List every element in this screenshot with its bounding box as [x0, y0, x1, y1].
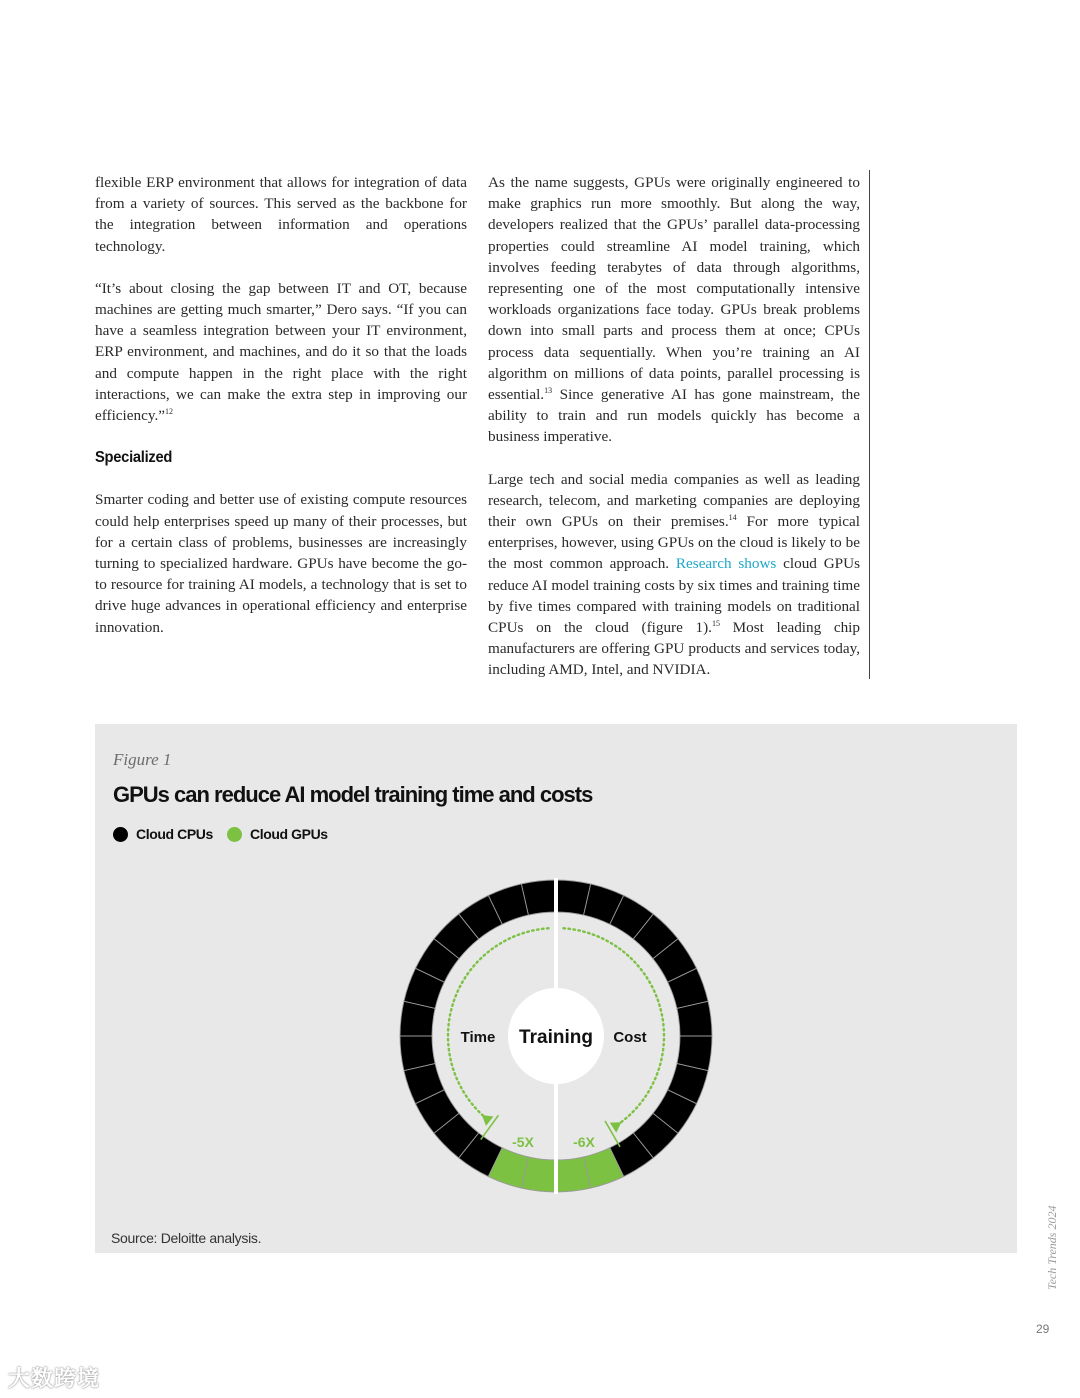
paragraph-text: Large tech and social media companies as well as leading research, telecom, and marketing companies are deploying their own GPUs on their premises. — [488, 470, 860, 531]
footnote-ref[interactable]: 15 — [711, 619, 720, 628]
legend-item-gpu — [227, 826, 328, 842]
footnote-ref[interactable]: 13 — [544, 385, 553, 395]
publication-tag: Tech Trends 2024 — [1045, 1205, 1059, 1290]
footnote-ref[interactable]: 14 — [728, 512, 737, 522]
section-heading: Specialized — [95, 449, 173, 467]
research-shows-link[interactable]: Research shows — [675, 555, 777, 573]
reduction-label-cost: -6X — [573, 1134, 595, 1150]
reduction-label-time: -5X — [512, 1134, 534, 1150]
legend-item-cpu — [113, 826, 213, 842]
paragraph-text: Since generative AI has gone mainstream, the ability to train and run models quickly has become a business imperative. — [488, 386, 860, 446]
paragraph-text: For more typical enterprises, however, using GPUs on the cloud is likely to be the most common approach. — [488, 513, 860, 573]
column-divider — [869, 170, 870, 679]
body-paragraph: flexible ERP environment that allows for integration of data from a variety of sources. This served as the backbone for the integration between information and operations technology. — [95, 174, 467, 255]
page-number: 29 — [1036, 1322, 1050, 1336]
figure-title: GPUs can reduce AI model training time and costs — [113, 782, 593, 807]
center-label: Training — [519, 1027, 593, 1048]
body-paragraph — [488, 469, 860, 681]
right-text-column — [488, 172, 860, 702]
figure-source: Source: Deloitte analysis. — [111, 1230, 262, 1246]
quote-paragraph — [95, 278, 467, 426]
quote-text: “It’s about closing the gap between IT and OT, because machines are getting much smarter,” Dero says. “If you can have a seamless integration between your IT environment, ERP environment, and machines, and do it so that the loads and compute happen in the right place with the right interactions, we can make the extra step in improving our efficiency.” — [95, 279, 467, 425]
footnote-ref[interactable]: 12 — [164, 406, 173, 416]
legend-label-cpu: Cloud CPUs — [136, 826, 213, 842]
figure-label: Figure 1 — [113, 750, 172, 769]
paragraph-text: As the name suggests, GPUs were originally engineered to make graphics run more smoothly. But along the way, developers realized that the GPUs’ parallel data-processing properties could streamline AI model training, which involves feeding terabytes of data through algorithms, representing one of the most computationally intensive workloads organizations face today. GPUs break problems down into small parts and process them at once; CPUs process data sequentially. When you’re training an AI algorithm on millions of data points, parallel processing is essential. — [488, 174, 860, 404]
body-paragraph: Smarter coding and better use of existing compute resources could help enterprises speed up many of their processes, but for a certain class of problems, businesses are increasingly turning to specialized hardware. GPUs have become the go-to resource for training AI models, a technology that is set to drive huge advances in operational efficiency and enterprise innovation. — [95, 491, 467, 636]
legend-swatch-cpu — [113, 827, 128, 842]
legend-swatch-gpu — [227, 827, 242, 842]
half-label-time: Time — [460, 1029, 496, 1046]
watermark-logo: 大数跨境 — [8, 1366, 101, 1391]
paragraph-text: cloud GPUs reduce AI model training costs by six times and training time by five times compared with training models on traditional CPUs on the cloud (figure 1). — [488, 555, 860, 637]
legend-label-gpu: Cloud GPUs — [250, 826, 328, 842]
body-paragraph — [488, 172, 860, 448]
left-text-column — [95, 172, 467, 659]
paragraph-text: Most leading chip manufacturers are offering GPU products and services today, including AMD, Intel, and NVIDIA. — [488, 619, 860, 679]
half-label-cost: Cost — [613, 1029, 647, 1046]
figure-panel — [95, 724, 1017, 1253]
